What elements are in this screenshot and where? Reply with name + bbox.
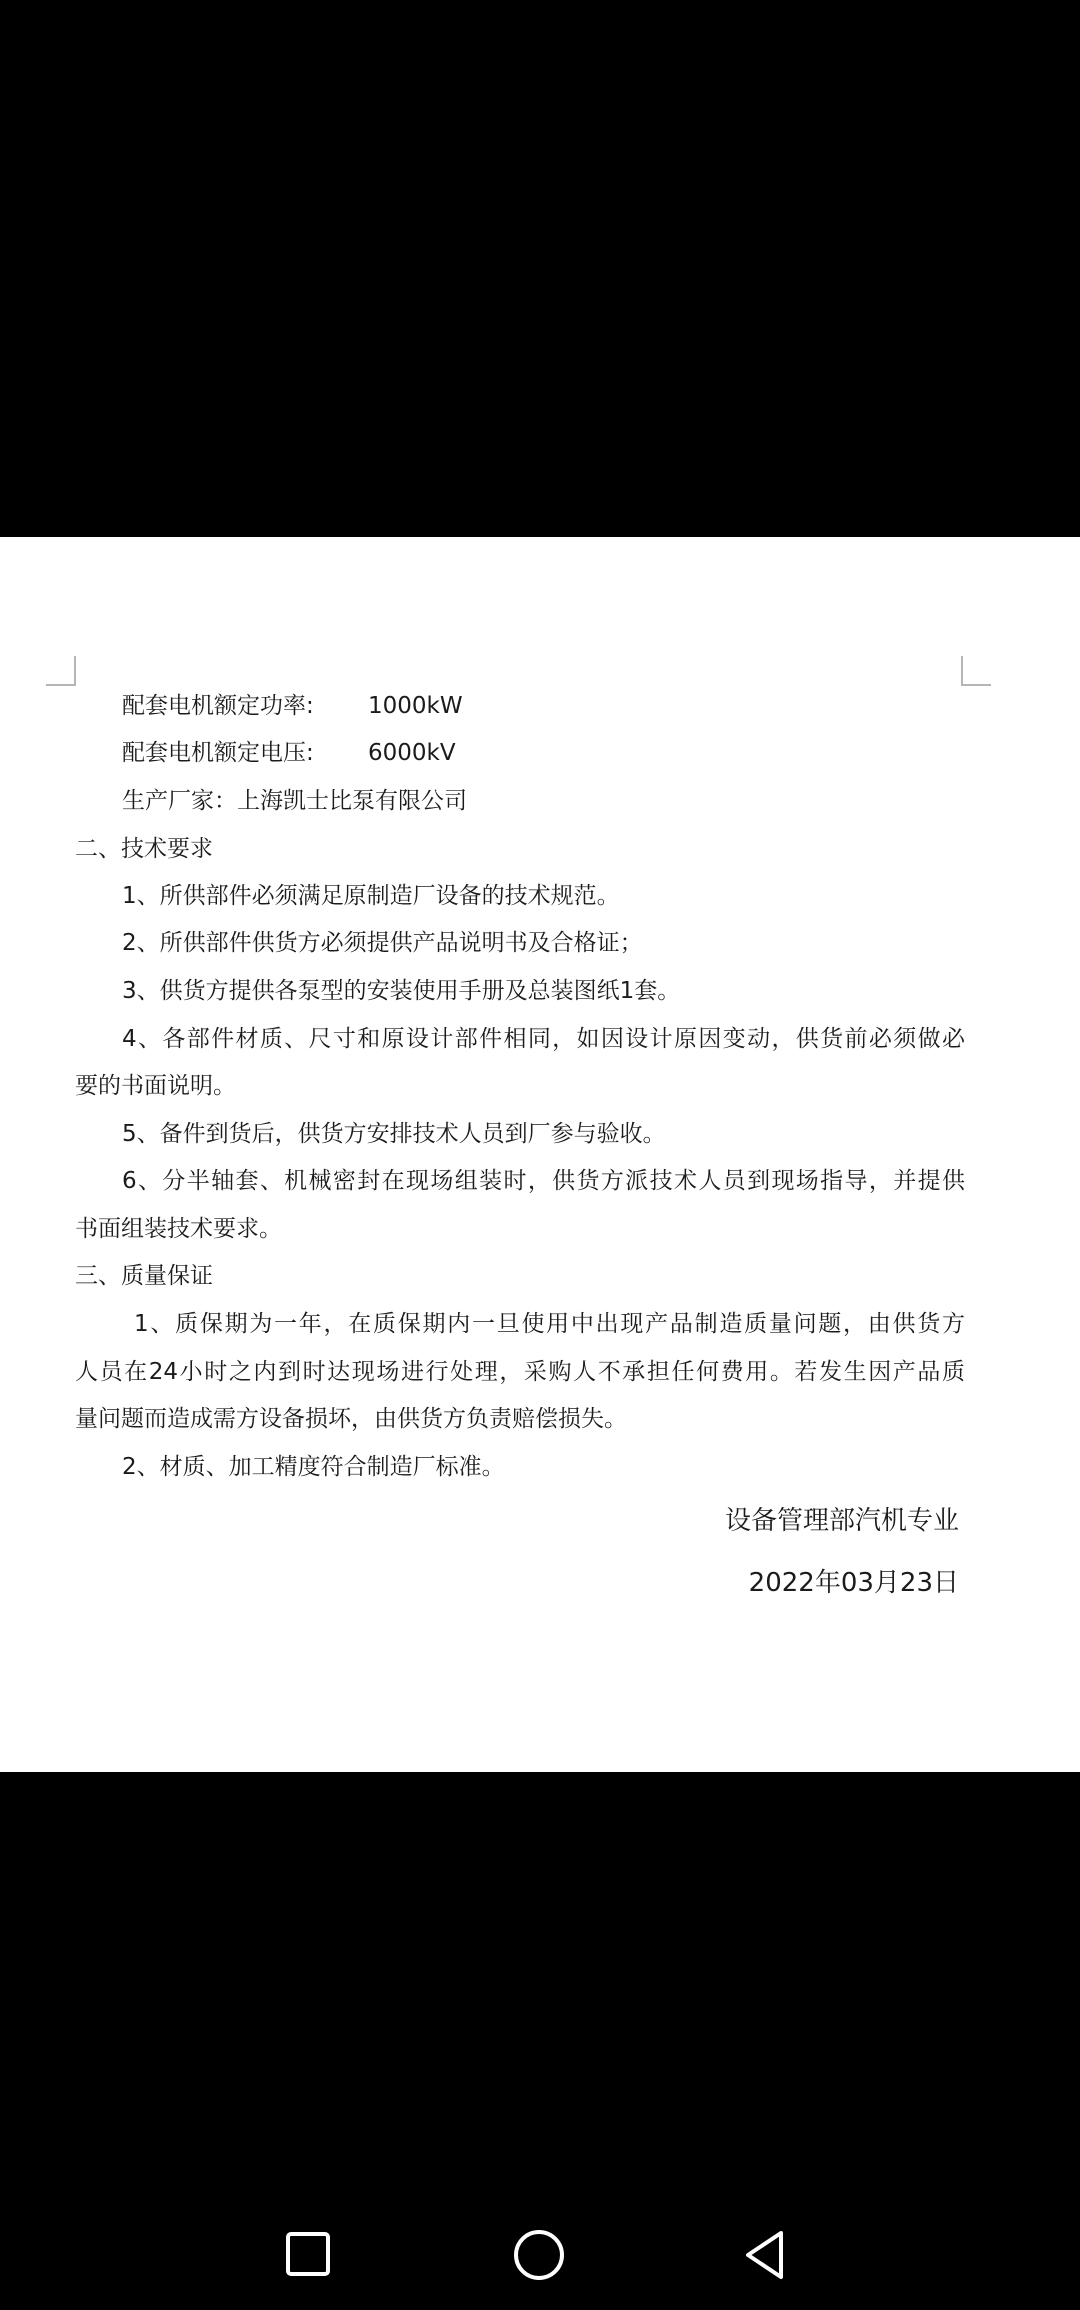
spec-value: 6000kV: [368, 740, 456, 766]
page-corner-mark-right: [961, 656, 991, 686]
tech-item: 5、备件到货后，供货方安排技术人员到厂参与验收。: [122, 1121, 666, 1147]
tech-item: 6、分半轴套、机械密封在现场组装时，供货方派技术人员到现场指导，并提供: [122, 1168, 965, 1194]
signature-department: 设备管理部汽机专业: [724, 1506, 959, 1536]
triangle-back-icon: [736, 2225, 796, 2285]
home-button[interactable]: [509, 2225, 569, 2285]
document-page: [0, 537, 1080, 1772]
quality-item: 1、质保期为一年，在质保期内一旦使用中出现产品制造质量问题，由供货方: [134, 1311, 965, 1337]
spec-line-power: [122, 691, 1012, 721]
recents-button[interactable]: [278, 2225, 338, 2285]
tech-item: 3、供货方提供各泵型的安装使用手册及总装图纸1套。: [122, 978, 681, 1004]
spec-label: 配套电机额定电压:: [122, 740, 314, 766]
manufacturer-line: 生产厂家：上海凯士比泵有限公司: [122, 788, 467, 814]
tech-item: 2、所供部件供货方必须提供产品说明书及合格证；: [122, 930, 643, 956]
tech-item-continued: 要的书面说明。: [75, 1073, 236, 1099]
navigation-bar: [0, 2200, 1080, 2310]
quality-item-continued: 人员在24小时之内到时达现场进行处理，采购人不承担任何费用。若发生因产品质: [75, 1359, 965, 1385]
circle-icon: [509, 2225, 569, 2285]
tech-item-continued: 书面组装技术要求。: [75, 1216, 282, 1242]
quality-item: 2、材质、加工精度符合制造厂标准。: [122, 1454, 505, 1480]
square-icon: [278, 2225, 338, 2285]
tech-item: 1、所供部件必须满足原制造厂设备的技术规范。: [122, 883, 620, 909]
signature-date: 2022年03月23日: [748, 1568, 959, 1598]
page-corner-mark-left: [46, 656, 76, 686]
spec-label: 配套电机额定功率:: [122, 693, 314, 719]
section-heading-tech: 二、技术要求: [75, 836, 213, 862]
quality-item-continued: 量问题而造成需方设备损坏，由供货方负责赔偿损失。: [75, 1406, 627, 1432]
section-heading-quality: 三、质量保证: [75, 1263, 213, 1289]
spec-value: 1000kW: [368, 693, 463, 719]
tech-item: 4、各部件材质、尺寸和原设计部件相同，如因设计原因变动，供货前必须做必: [122, 1026, 965, 1052]
spec-line-voltage: [122, 738, 1012, 768]
back-button[interactable]: [736, 2225, 796, 2285]
